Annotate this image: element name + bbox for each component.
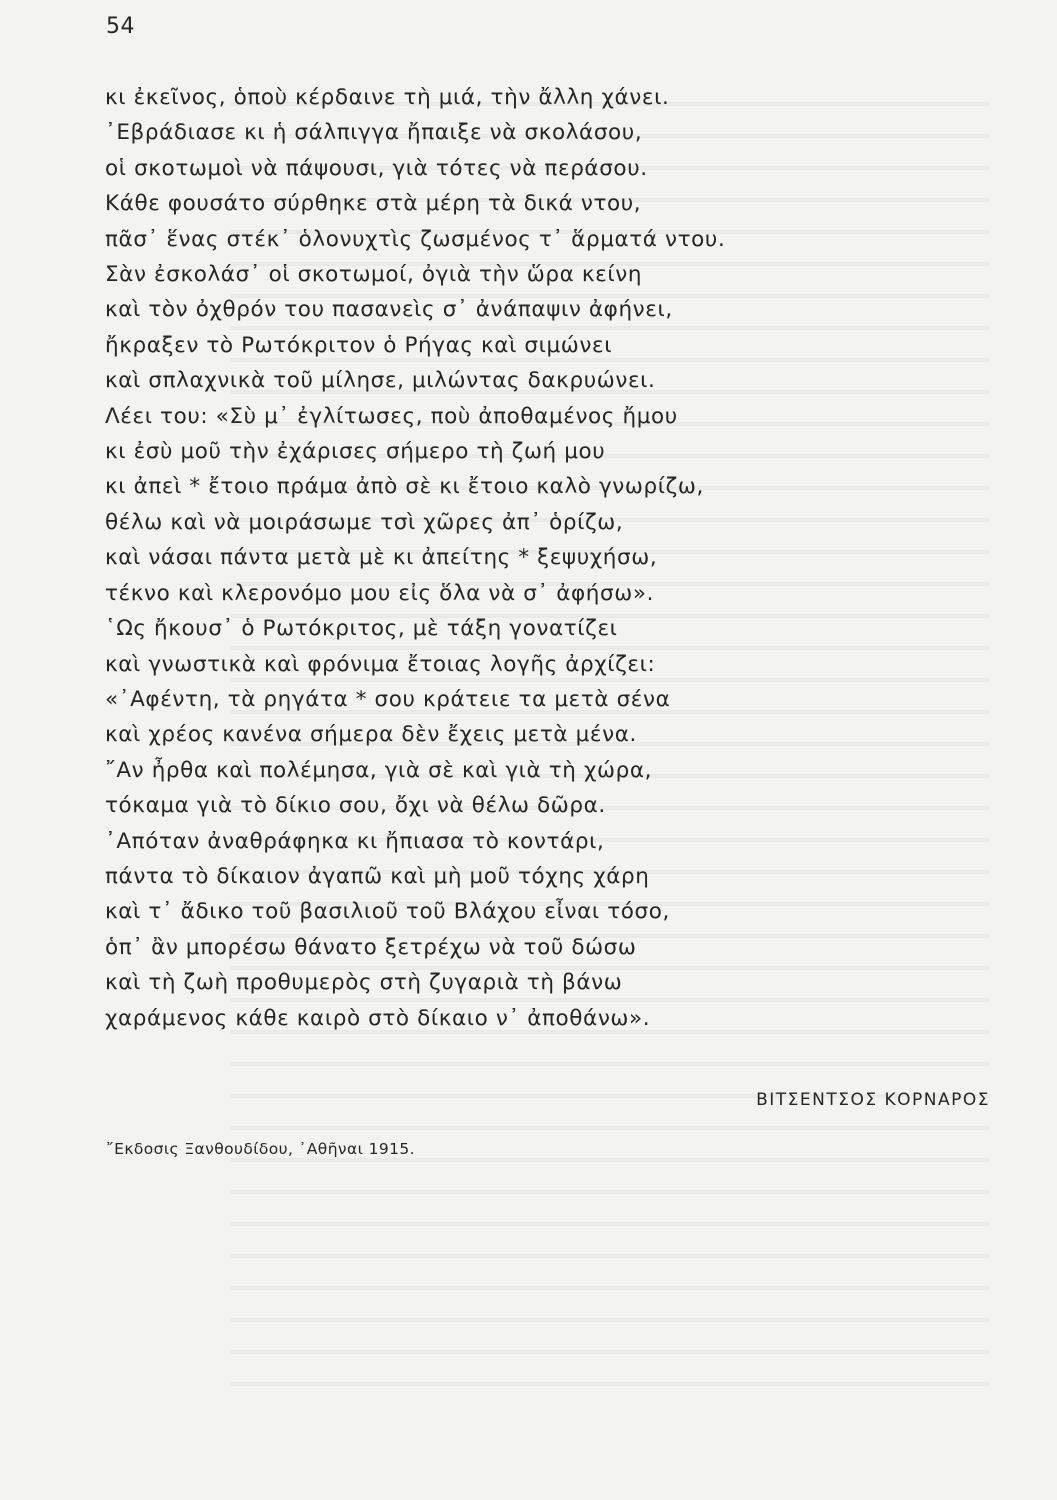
poem-line: ᾿Εβράδιασε κι ἡ σάλπιγγα ἤπαιξε νὰ σκολάσου, [105,120,643,146]
poem-text [105,80,1005,1036]
poem-line: καὶ σπλαχνικὰ τοῦ μίλησε, μιλώντας δακρυώνει. [105,368,656,394]
page-number: 54 [106,14,135,39]
poem-line: τόκαμα γιὰ τὸ δίκιο σου, ὄχι νὰ θέλω δῶρα. [105,793,606,819]
poem-line: τέκνο καὶ κλερονόμο μου εἰς ὅλα νὰ σ᾿ ἀφήσω». [105,580,655,606]
poem-line: οἱ σκοτωμοὶ νὰ πάψουσι, γιὰ τότες νὰ περάσου. [105,155,648,181]
poem-line: Σὰν ἐσκολάσ᾿ οἱ σκοτωμοί, ὀγιὰ τὴν ὥρα κείνη [105,262,643,288]
poem-line: θέλω καὶ νὰ μοιράσωμε τσὶ χῶρες ἀπ᾿ ὁρίζω, [105,509,624,535]
poem-line: κι ἀπεὶ * ἔτοιο πράμα ἀπὸ σὲ κι ἔτοιο καλὸ γνωρίζω, [105,474,704,500]
poem-line: Λέει του: «Σὺ μ᾿ ἐγλίτωσες, ποὺ ἀποθαμένος ἤμου [105,403,678,429]
poem-line: ῎Αν ἦρθα καὶ πολέμησα, γιὰ σὲ καὶ γιὰ τὴ χώρα, [105,757,653,783]
poem-line: ὁπ᾿ ἂν μπορέσω θάνατο ξετρέχω νὰ τοῦ δώσω [105,934,637,960]
author-signature: ΒΙΤΣΕΝΤΣΟΣ ΚΟΡΝΑΡΟΣ [756,1090,990,1110]
poem-line: καὶ τὸν ὀχθρόν του πασανεὶς σ᾿ ἀνάπαψιν ἀφήνει, [105,297,673,323]
poem-line: κι ἐσὺ μοῦ τὴν ἐχάρισες σήμερο τὴ ζωή μου [105,439,606,465]
poem-line: ἤκραξεν τὸ Ρωτόκριτον ὁ Ρήγας καὶ σιμώνει [105,332,613,358]
poem-line: καὶ νάσαι πάντα μετὰ μὲ κι ἀπείτης * ξεψυχήσω, [105,545,658,571]
poem-line: Κάθε φουσάτο σύρθηκε στὰ μέρη τὰ δικά ντου, [105,191,642,217]
footnote: ῎Εκδοσις Ξανθουδίδου, ᾿Αθῆναι 1915. [106,1140,415,1158]
poem-line: πᾶσ᾿ ἕνας στέκ᾿ ὁλονυχτὶς ζωσμένος τ᾿ ἅρματά ντου. [105,226,726,252]
poem-line: πάντα τὸ δίκαιον ἀγαπῶ καὶ μὴ μοῦ τόχης χάρη [105,863,650,889]
poem-line: καὶ γνωστικὰ καὶ φρόνιμα ἔτοιας λογῆς ἀρχίζει: [105,651,656,677]
poem-line: καὶ τὴ ζωὴ προθυμερὸς στὴ ζυγαριὰ τὴ βάνω [105,970,623,996]
poem-line: χαράμενος κάθε καιρὸ στὸ δίκαιο ν᾿ ἀποθάνω». [105,1005,651,1031]
poem-line: ᾿Απόταν ἀναθράφηκα κι ἤπιασα τὸ κοντάρι, [105,828,605,854]
poem-line: καὶ τ᾿ ἄδικο τοῦ βασιλιοῦ τοῦ Βλάχου εἶναι τόσο, [105,899,670,925]
poem-line: καὶ χρέος κανένα σήμερα δὲν ἔχεις μετὰ μένα. [105,722,637,748]
poem-line: ῾Ως ἤκουσ᾿ ὁ Ρωτόκριτος, μὲ τάξη γονατίζει [105,616,618,642]
poem-line: κι ἐκεῖνος, ὁποὺ κέρδαινε τὴ μιά, τὴν ἄλλη χάνει. [105,85,670,110]
poem-line: «᾿Αφέντη, τὰ ρηγάτα * σου κράτειε τα μετὰ σένα [105,686,671,712]
